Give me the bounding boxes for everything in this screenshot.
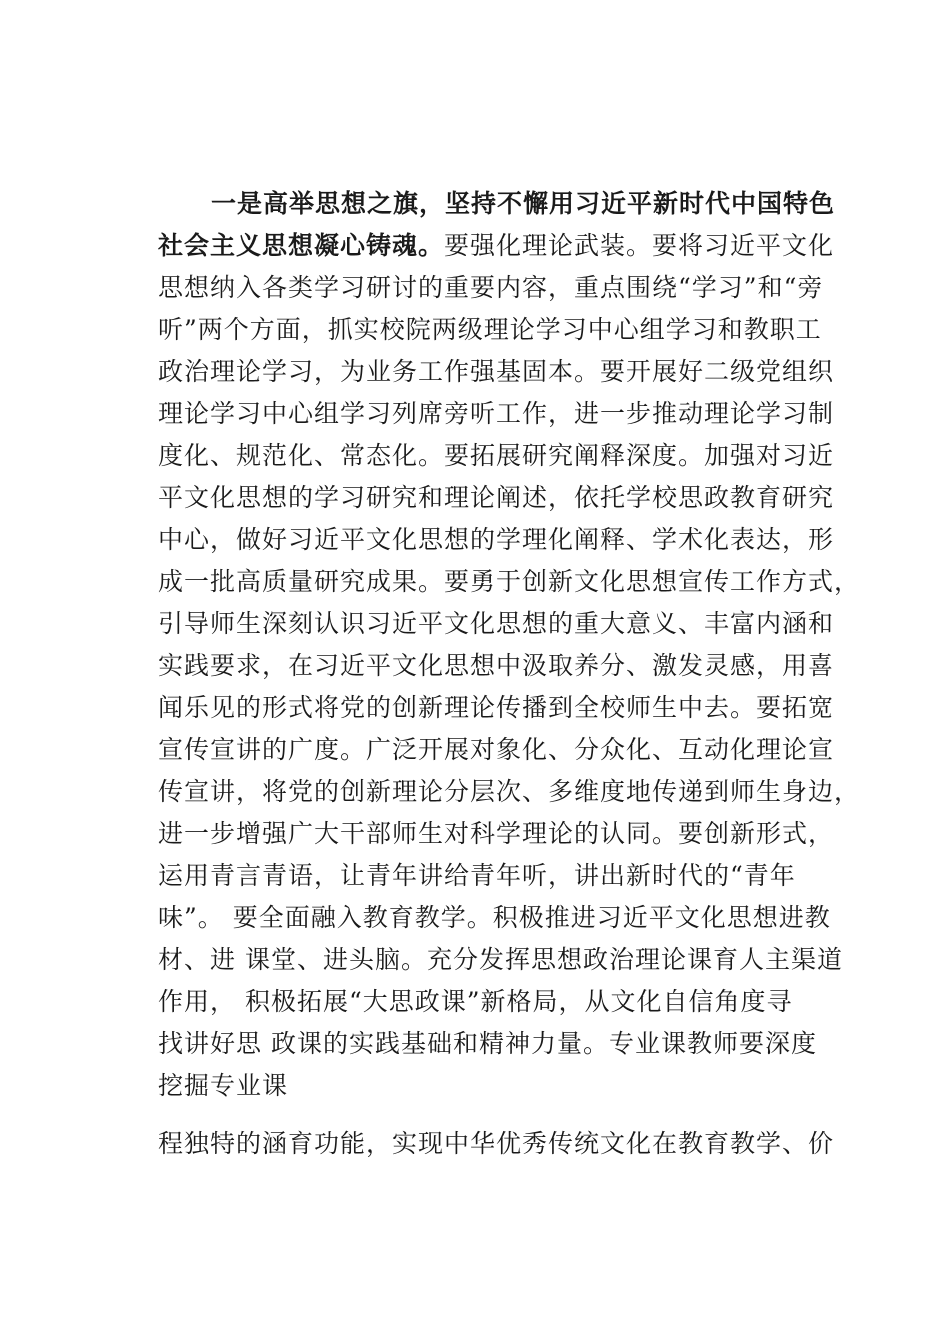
line-text: 引导师生深刻认识习近平文化思想的重大意义、丰富内涵和 [158,609,835,638]
paragraph-line [158,522,834,558]
line-text: 运用青言青语，让青年讲给青年听，讲出新时代的“青年 [158,861,796,890]
line-text: 中心，做好习近平文化思想的学理化阐释、学术化表达，形 [158,525,835,554]
paragraph-line [158,438,834,474]
line-text: 闻乐见的形式将党的创新理论传播到全校师生中去。要拓宽 [158,693,835,722]
bold-lead: 社会主义思想凝心铸魂。 [158,231,445,260]
paragraph-line [158,396,834,432]
paragraph-line [158,480,834,516]
paragraph-line [158,690,834,726]
paragraph-line [158,942,843,978]
line-text: 传宣讲，将党的创新理论分层次、多维度地传递到师生身边， [158,777,861,806]
bold-lead: 一是高举思想之旗，坚持不懈用习近平新时代中国特色 [211,189,836,218]
paragraph-line [158,774,860,810]
paragraph-line [158,1026,817,1062]
line-text: 要强化理论武装。要将习近平文化 [444,231,835,260]
line-text: 听”两个方面，抓实校院两级理论学习中心组学习和教职工 [158,315,822,344]
paragraph-line [158,816,834,852]
paragraph-line [158,858,796,894]
line-text: 政治理论学习，为业务工作强基固本。要开展好二级党组织 [158,357,835,386]
line-text: 程独特的涵育功能，实现中华优秀传统文化在教育教学、价 [158,1129,835,1158]
line-text: 成一批高质量研究成果。要勇于创新文化思想宣传工作方式， [158,567,861,596]
paragraph-line [158,312,822,348]
paragraph-line [158,1126,834,1162]
line-text: 进一步增强广大干部师生对科学理论的认同。要创新形式， [158,819,835,848]
line-text: 实践要求，在习近平文化思想中汲取养分、激发灵感，用喜 [158,651,835,680]
line-text: 宣传宣讲的广度。广泛开展对象化、分众化、互动化理论宣 [158,735,835,764]
paragraph-line [158,648,834,684]
paragraph-line [158,1068,288,1104]
paragraph-line [158,900,831,936]
line-text: 平文化思想的学习研究和理论阐述，依托学校思政教育研究 [158,483,835,512]
paragraph-line [158,984,793,1020]
line-text: 材、进 课堂、进头脑。充分发挥思想政治理论课育人主渠道 [158,945,843,974]
paragraph-line [158,228,834,264]
line-text: 味”。 要全面融入教育教学。积极推进习近平文化思想进教 [158,903,831,932]
paragraph-line [158,606,834,642]
line-text: 度化、规范化、常态化。要拓展研究阐释深度。加强对习近 [158,441,835,470]
paragraph-line [158,732,834,768]
paragraph-line [158,270,823,306]
paragraph-line [158,564,860,600]
paragraph-line [158,354,834,390]
line-text: 找讲好思 政课的实践基础和精神力量。专业课教师要深度 [158,1029,817,1058]
paragraph-line [211,186,835,222]
line-text: 思想纳入各类学习研讨的重要内容，重点围绕“学习”和“旁 [158,273,824,302]
line-text: 作用， 积极拓展“大思政课”新格局，从文化自信角度寻 [158,987,793,1016]
line-text: 理论学习中心组学习列席旁听工作，进一步推动理论学习制 [158,399,835,428]
line-text: 挖掘专业课 [158,1071,289,1100]
